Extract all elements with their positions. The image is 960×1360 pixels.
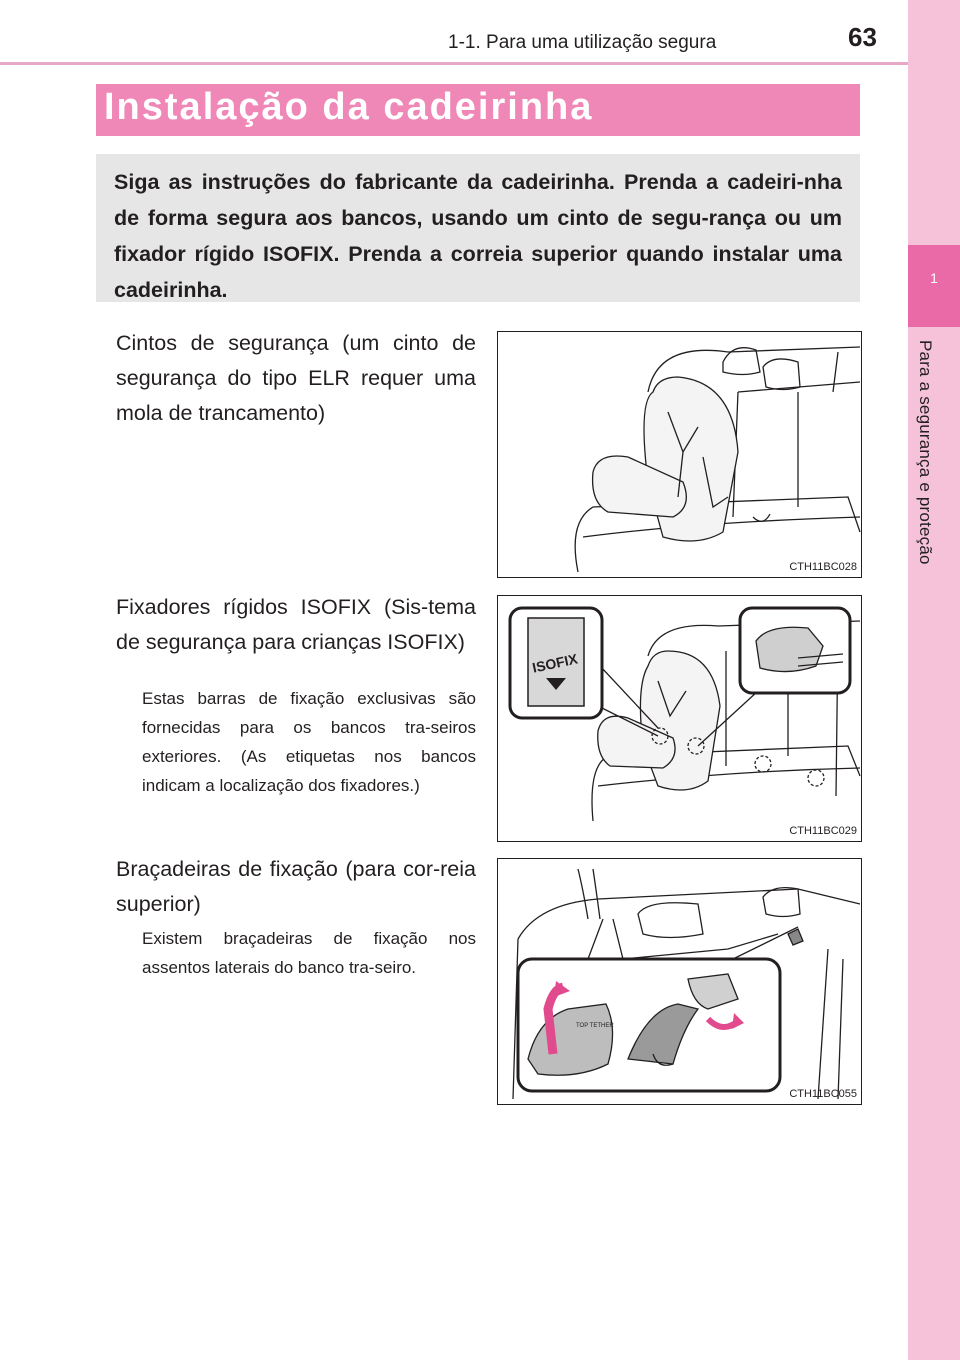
item-note-isofix: Estas barras de fixação exclusivas são fornecidas para os bancos tra-seiros exteriores. (As etiquetas nos bancos indicam a localização dos fixadores.) bbox=[142, 689, 476, 795]
car-seat-illustration bbox=[498, 332, 861, 577]
side-tab bbox=[908, 0, 960, 1360]
header-rule bbox=[0, 62, 908, 65]
chapter-tab bbox=[908, 245, 960, 327]
page-number: 63 bbox=[848, 22, 877, 52]
top-tether-label-text: TOP TETHER bbox=[576, 1023, 614, 1029]
figure-code: CTH11BC028 bbox=[789, 561, 857, 573]
page-title: Instalação da cadeirinha bbox=[104, 86, 594, 128]
item-note-top-tether: Existem braçadeiras de fixação nos assentos laterais do banco tra-seiro. bbox=[142, 929, 476, 977]
figure-code: CTH11BC029 bbox=[789, 825, 857, 837]
figure-top-tether-brackets bbox=[497, 858, 862, 1105]
chapter-title: Para a segurança e proteção bbox=[916, 340, 935, 565]
figure-isofix-anchors bbox=[497, 595, 862, 842]
intro-text: Siga as instruções do fabricante da cadeirinha. Prenda a cadeiri-nha de forma segura aos bancos, usando um cinto de segu-rança ou um fixador rígido ISOFIX. Prenda a correia superior quando instalar uma cadeirinha. bbox=[114, 170, 842, 302]
figure-seat-belt-child-seat bbox=[497, 331, 862, 578]
section-label: 1-1. Para uma utilização segura bbox=[448, 32, 717, 53]
top-tether-illustration bbox=[498, 859, 861, 1104]
figure-code: CTH11BC055 bbox=[789, 1088, 857, 1100]
item-heading-seat-belts: Cintos de segurança (um cinto de segurança do tipo ELR requer uma mola de trancamento) bbox=[116, 331, 476, 425]
item-heading-top-tether: Braçadeiras de fixação (para cor-reia superior) bbox=[116, 857, 476, 916]
chapter-number: 1 bbox=[930, 270, 938, 286]
isofix-label-text: ISOFIX bbox=[530, 650, 580, 676]
item-heading-isofix: Fixadores rígidos ISOFIX (Sis-tema de segurança para crianças ISOFIX) bbox=[116, 595, 476, 654]
isofix-illustration bbox=[498, 596, 861, 841]
